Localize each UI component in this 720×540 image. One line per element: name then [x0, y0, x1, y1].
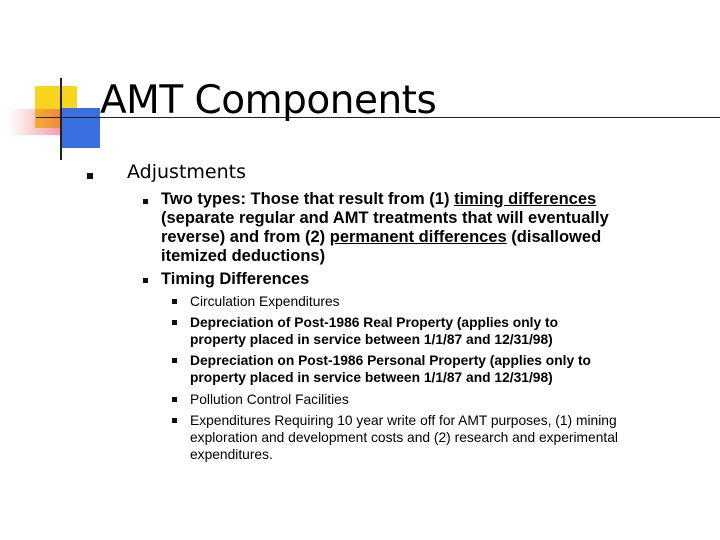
bullet-icon — [172, 320, 177, 325]
term-permanent-differences: permanent differences — [329, 228, 507, 246]
bullet-icon — [143, 199, 148, 204]
sub-bullet-pollution: Pollution Control Facilities — [190, 392, 349, 407]
bullet-icon — [172, 418, 177, 423]
text-line: itemized deductions) — [161, 247, 326, 265]
slide-title: AMT Components — [100, 78, 437, 123]
bullet-icon — [143, 278, 148, 283]
bullet-icon — [172, 358, 177, 363]
term-timing-differences: timing differences — [454, 190, 597, 208]
bullet-timing-differences: Timing Differences — [161, 270, 310, 288]
sub-bullet-expenditures: Expenditures Requiring 10 year write off for AMT purposes, (1) mining exploration and development costs and (2) research and experimental expenditures. — [190, 413, 618, 462]
bullet-adjustments: Adjustments — [127, 161, 246, 183]
text-line: Two types: Those that result from (1) timing differences — [161, 190, 597, 208]
decor-red-gradient — [8, 109, 62, 135]
text-line: (separate regular and AMT treatments that will eventually — [161, 209, 609, 227]
text-line: reverse) and from (2) permanent differences (disallowed — [161, 228, 602, 246]
bullet-icon — [172, 397, 177, 402]
sub-bullet-personal-property: Depreciation on Post-1986 Personal Property (applies only to property placed in service between 1/1/87 and 12/31/98) — [190, 353, 591, 385]
bullet-two-types — [161, 190, 609, 266]
bullet-icon — [87, 173, 93, 179]
sub-bullet-real-property: Depreciation of Post-1986 Real Property (applies only to property placed in service between 1/1/87 and 12/31/98) — [190, 315, 559, 347]
decor-vertical-rule — [60, 78, 62, 160]
decor-blue-square — [60, 108, 100, 148]
bullet-icon — [172, 299, 177, 304]
sub-bullet-circulation: Circulation Expenditures — [190, 294, 340, 309]
